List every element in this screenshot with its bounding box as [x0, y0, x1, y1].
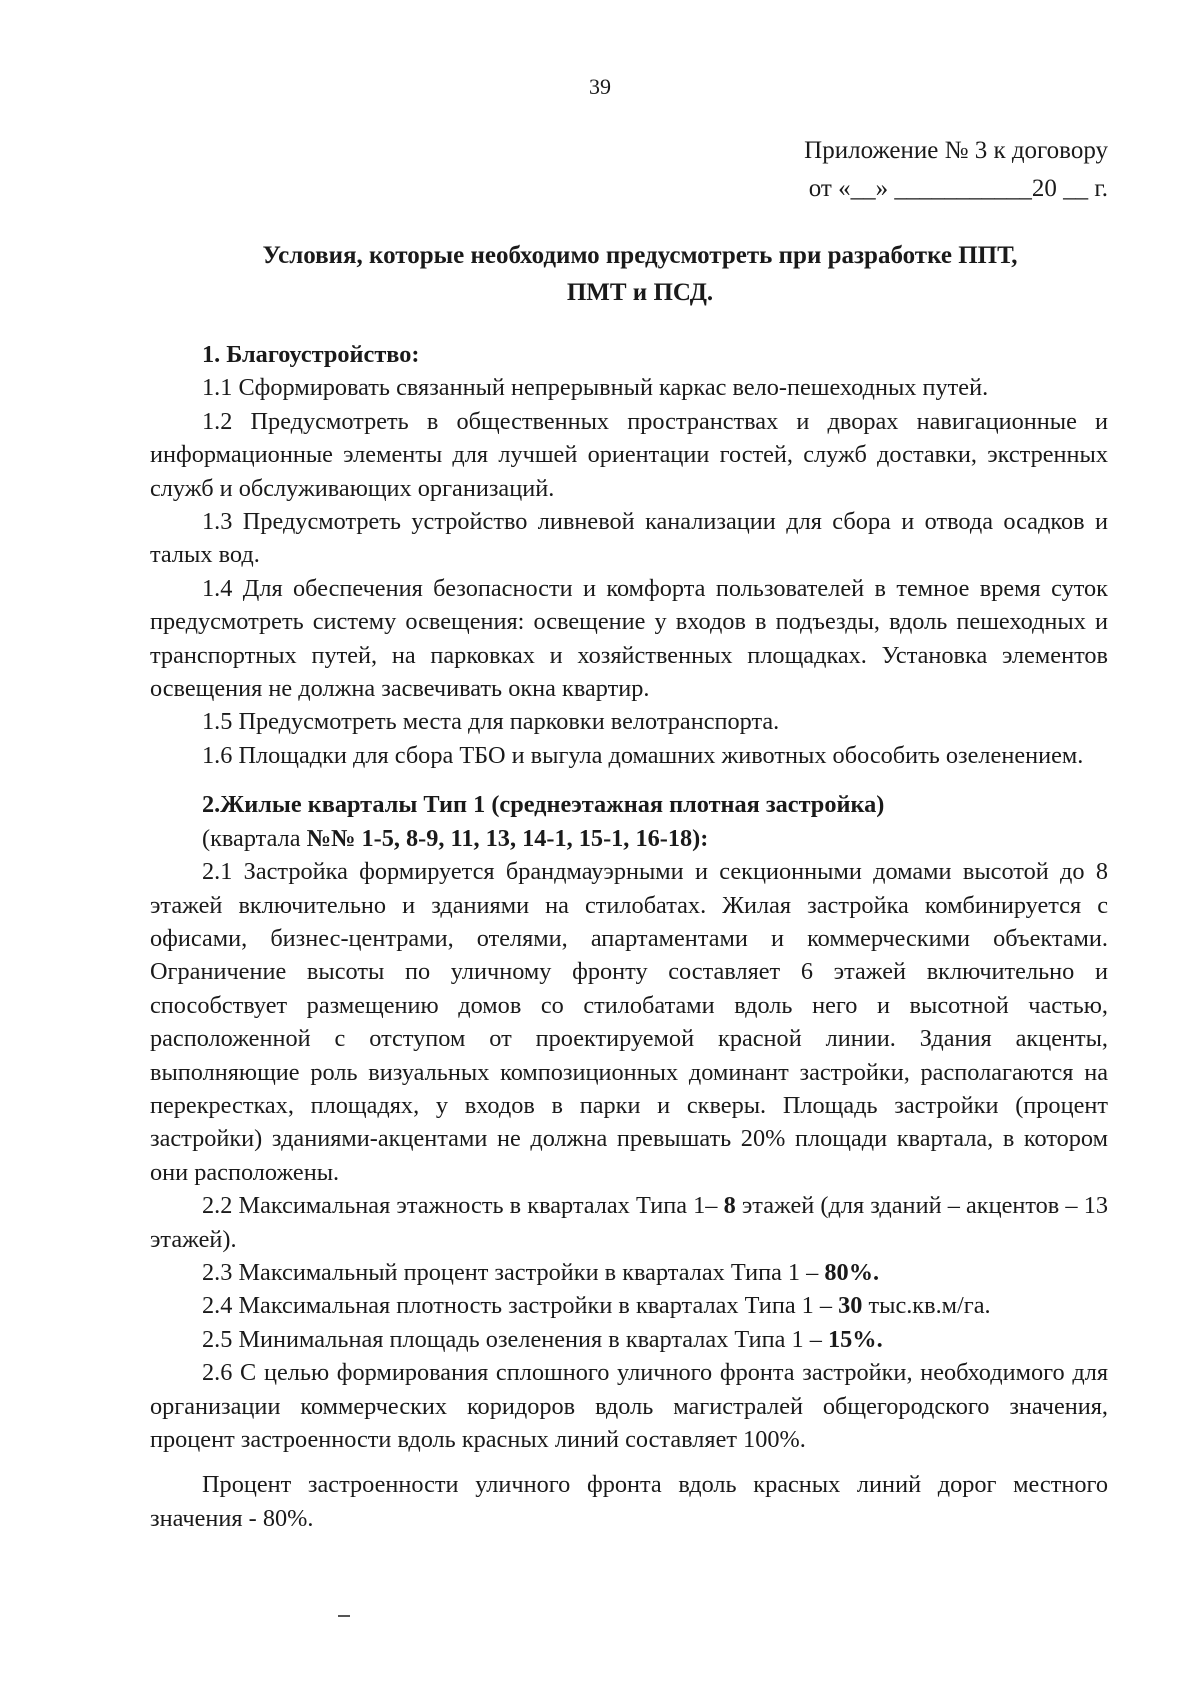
- appendix-reference: [804, 132, 1108, 208]
- paragraph-1-2: 1.2 Предусмотреть в общественных пространствах и дворах навигационные и информационные элементы для лучшей ориентации гостей, служб доставки, экстренных служб и обслуживающих организаций.: [150, 407, 1108, 502]
- paragraph-2-3: [150, 1256, 1108, 1289]
- scan-mark: [338, 1615, 350, 1617]
- p2-4-text-a: 2.4 Максимальная плотность застройки в кварталах Типа 1 –: [202, 1292, 839, 1320]
- appendix-line-1: Приложение № 3 к договору: [804, 137, 1108, 164]
- paragraph-1-3: 1.3 Предусмотреть устройство ливневой канализации для сбора и отвода осадков и талых вод.: [150, 508, 1108, 569]
- paragraph-2-4: [150, 1289, 1108, 1322]
- paragraph-2-6: 2.6 С целью формирования сплошного уличного фронта застройки, необходимого для организации коммерческих коридоров вдоль магистралей общегородского значения, процент застроенности вдоль красных линий составляет 100%.: [150, 1359, 1108, 1453]
- p2-3-text-a: 2.3 Максимальный процент застройки в кварталах Типа 1 –: [202, 1258, 825, 1286]
- subheading-prefix: (квартала: [202, 824, 307, 852]
- title-line-1: Условия, которые необходимо предусмотреть при разработке ППТ,: [262, 242, 1018, 269]
- paragraph-2-7: Процент застроенности уличного фронта вдоль красных линий дорог местного значения - 80%.: [150, 1471, 1108, 1532]
- section-2-heading: 2.Жилые кварталы Тип 1 (среднеэтажная плотная застройка): [202, 791, 885, 819]
- paragraph-1-5: 1.5 Предусмотреть места для парковки велотранспорта.: [202, 708, 780, 736]
- p2-4-value: 30: [838, 1292, 863, 1320]
- p2-2-text-c: этажей (для зданий – акцентов – 13 этажей).: [150, 1192, 1108, 1253]
- subheading-quarters: №№ 1-5, 8-9, 11, 13, 14-1, 15-1, 16-18):: [306, 824, 709, 852]
- paragraph-1-1: 1.1 Сформировать связанный непрерывный каркас вело-пешеходных путей.: [202, 374, 989, 402]
- p2-3-value: 80%.: [824, 1258, 880, 1286]
- document-body: [150, 338, 1108, 1535]
- page-number: 39: [589, 74, 611, 99]
- section-1-heading: 1. Благоустройство:: [202, 341, 420, 368]
- p2-5-text-a: 2.5 Минимальная площадь озеленения в кварталах Типа 1 –: [202, 1325, 828, 1353]
- title-line-2: ПМТ и ПСД.: [566, 279, 714, 306]
- appendix-line-2: от «__» ___________20 __ г.: [808, 175, 1108, 202]
- p2-5-value: 15%.: [827, 1325, 883, 1353]
- paragraph-1-4: 1.4 Для обеспечения безопасности и комфорта пользователей в темное время суток предусмотреть систему освещения: освещение у входов в подъезды, вдоль пешеходных и транспортных путей, на парковках и хозяйственных площадках. Установка элементов освещения не должна засвечивать окна квартир.: [150, 574, 1108, 703]
- p2-4-text-c: тыс.кв.м/га.: [862, 1292, 991, 1320]
- paragraph-2-2: [150, 1189, 1108, 1256]
- p2-2-text-a: 2.2 Максимальная этажность в кварталах Типа 1–: [202, 1192, 724, 1220]
- paragraph-2-5: [150, 1323, 1108, 1356]
- paragraph-2-1: 2.1 Застройка формируется брандмауэрными и секционными домами высотой до 8 этажей включительно и зданиями на стилобатах. Жилая застройка комбинируется с офисами, бизнес-центрами, отелями, апартаментами и коммерческими объектами. Ограничение высоты по уличному фронту составляет 6 этажей включительно и способствует размещению домов со стилобатами вдоль него и высотной частью, расположенной с отступом от проектируемой красной линии. Здания акценты, выполняющие роль визуальных композиционных доминант застройки, располагаются на перекрестках, площадях, у входов в парки и скверы. Площадь застройки (процент застройки) зданиями-акцентами не должна превышать 20% площади квартала, в котором они расположены.: [150, 858, 1108, 1186]
- paragraph-1-6: 1.6 Площадки для сбора ТБО и выгула домашних животных обособить озеленением.: [202, 741, 1084, 769]
- document-title: [170, 237, 1110, 311]
- section-2-subheading: [150, 822, 1108, 855]
- p2-2-value: 8: [723, 1192, 736, 1220]
